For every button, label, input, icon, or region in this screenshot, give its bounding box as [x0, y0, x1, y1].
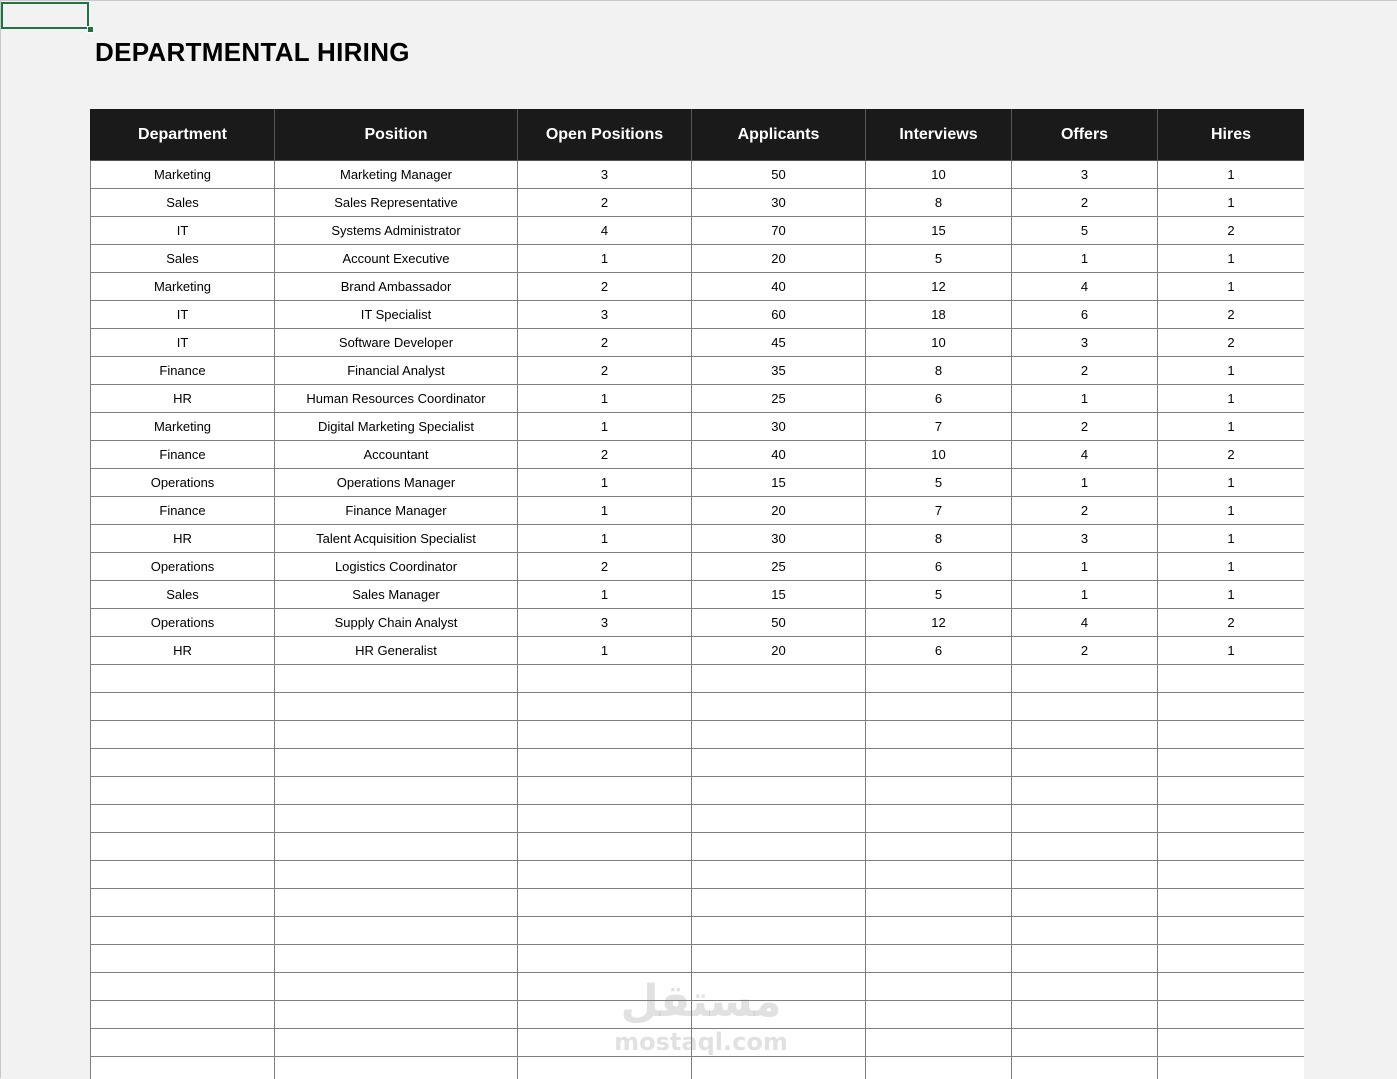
cell-position[interactable]: Marketing Manager — [275, 161, 518, 189]
empty-cell[interactable] — [275, 1001, 518, 1029]
empty-cell[interactable] — [1158, 665, 1305, 693]
table-row — [91, 329, 1305, 357]
cell-hires[interactable]: 1 — [1158, 273, 1305, 301]
table-row — [91, 161, 1305, 189]
empty-cell[interactable] — [1158, 917, 1305, 945]
empty-cell[interactable] — [91, 721, 275, 749]
empty-cell[interactable] — [91, 945, 275, 973]
cell-open-positions[interactable]: 2 — [518, 189, 692, 217]
cell-interviews[interactable]: 12 — [866, 609, 1012, 637]
empty-cell[interactable] — [275, 833, 518, 861]
table-row — [91, 553, 1305, 581]
cell-interviews[interactable]: 18 — [866, 301, 1012, 329]
empty-cell[interactable] — [1158, 833, 1305, 861]
empty-cell[interactable] — [518, 721, 692, 749]
cell-offers[interactable]: 6 — [1012, 301, 1158, 329]
empty-cell[interactable] — [866, 861, 1012, 889]
empty-cell[interactable] — [1158, 777, 1305, 805]
cell-hires[interactable]: 1 — [1158, 385, 1305, 413]
table-row — [91, 217, 1305, 245]
empty-table-row — [91, 833, 1305, 861]
empty-cell[interactable] — [518, 917, 692, 945]
cell-position[interactable]: Supply Chain Analyst — [275, 609, 518, 637]
cell-applicants[interactable]: 20 — [692, 637, 866, 665]
table-row — [91, 413, 1305, 441]
cell-position[interactable]: Sales Manager — [275, 581, 518, 609]
empty-cell[interactable] — [692, 1001, 866, 1029]
cell-department[interactable]: HR — [91, 525, 275, 553]
cell-position[interactable]: Talent Acquisition Specialist — [275, 525, 518, 553]
cell-applicants[interactable]: 20 — [692, 245, 866, 273]
empty-cell[interactable] — [692, 777, 866, 805]
column-header-interviews[interactable]: Interviews — [866, 110, 1012, 161]
cell-hires[interactable]: 1 — [1158, 497, 1305, 525]
empty-cell[interactable] — [518, 749, 692, 777]
cell-department[interactable]: Operations — [91, 609, 275, 637]
empty-cell[interactable] — [518, 693, 692, 721]
empty-cell[interactable] — [275, 749, 518, 777]
empty-table-row — [91, 665, 1305, 693]
cell-applicants[interactable]: 25 — [692, 553, 866, 581]
cell-offers[interactable]: 4 — [1012, 609, 1158, 637]
cell-offers[interactable]: 1 — [1012, 469, 1158, 497]
cell-applicants[interactable]: 50 — [692, 609, 866, 637]
empty-table-row — [91, 1029, 1305, 1057]
empty-cell[interactable] — [275, 721, 518, 749]
empty-cell[interactable] — [91, 973, 275, 1001]
empty-table-row — [91, 973, 1305, 1001]
empty-cell[interactable] — [91, 889, 275, 917]
column-header-department[interactable]: Department — [91, 110, 275, 161]
cell-open-positions[interactable]: 2 — [518, 357, 692, 385]
cell-department[interactable]: IT — [91, 217, 275, 245]
cell-hires[interactable]: 2 — [1158, 217, 1305, 245]
empty-cell[interactable] — [866, 1001, 1012, 1029]
cell-hires[interactable]: 2 — [1158, 301, 1305, 329]
cell-interviews[interactable]: 8 — [866, 189, 1012, 217]
cell-open-positions[interactable]: 1 — [518, 245, 692, 273]
cell-interviews[interactable]: 5 — [866, 245, 1012, 273]
cell-hires[interactable]: 1 — [1158, 469, 1305, 497]
empty-cell[interactable] — [866, 665, 1012, 693]
cell-offers[interactable]: 1 — [1012, 553, 1158, 581]
table-row — [91, 301, 1305, 329]
cell-position[interactable]: Human Resources Coordinator — [275, 385, 518, 413]
empty-cell[interactable] — [1158, 945, 1305, 973]
cell-department[interactable]: Operations — [91, 553, 275, 581]
empty-cell[interactable] — [1158, 805, 1305, 833]
cell-position[interactable]: IT Specialist — [275, 301, 518, 329]
table-row — [91, 273, 1305, 301]
cell-open-positions[interactable]: 1 — [518, 469, 692, 497]
empty-cell[interactable] — [518, 1057, 692, 1079]
cell-offers[interactable]: 2 — [1012, 189, 1158, 217]
cell-applicants[interactable]: 30 — [692, 189, 866, 217]
table-row — [91, 441, 1305, 469]
empty-cell[interactable] — [91, 693, 275, 721]
cell-interviews[interactable]: 5 — [866, 469, 1012, 497]
cell-position[interactable]: Accountant — [275, 441, 518, 469]
cell-position[interactable]: Finance Manager — [275, 497, 518, 525]
empty-cell[interactable] — [866, 973, 1012, 1001]
cell-open-positions[interactable]: 3 — [518, 609, 692, 637]
empty-cell[interactable] — [1012, 917, 1158, 945]
cell-department[interactable]: Sales — [91, 581, 275, 609]
cell-department[interactable]: Marketing — [91, 161, 275, 189]
cell-offers[interactable]: 3 — [1012, 525, 1158, 553]
empty-cell[interactable] — [866, 721, 1012, 749]
empty-cell[interactable] — [275, 693, 518, 721]
empty-cell[interactable] — [692, 833, 866, 861]
empty-cell[interactable] — [1012, 833, 1158, 861]
cell-hires[interactable]: 1 — [1158, 245, 1305, 273]
cell-department[interactable]: Finance — [91, 497, 275, 525]
cell-position[interactable]: Systems Administrator — [275, 217, 518, 245]
empty-cell[interactable] — [1158, 749, 1305, 777]
cell-position[interactable]: Operations Manager — [275, 469, 518, 497]
cell-applicants[interactable]: 15 — [692, 581, 866, 609]
empty-cell[interactable] — [866, 693, 1012, 721]
table-body — [91, 161, 1305, 1079]
empty-cell[interactable] — [518, 665, 692, 693]
empty-cell[interactable] — [1158, 693, 1305, 721]
empty-cell[interactable] — [1012, 1001, 1158, 1029]
empty-cell[interactable] — [692, 973, 866, 1001]
empty-cell[interactable] — [518, 777, 692, 805]
cell-offers[interactable]: 2 — [1012, 497, 1158, 525]
empty-cell[interactable] — [1158, 889, 1305, 917]
cell-applicants[interactable]: 45 — [692, 329, 866, 357]
cell-open-positions[interactable]: 1 — [518, 637, 692, 665]
empty-cell[interactable] — [1012, 1029, 1158, 1057]
cell-hires[interactable]: 2 — [1158, 329, 1305, 357]
cell-open-positions[interactable]: 1 — [518, 497, 692, 525]
cell-hires[interactable]: 1 — [1158, 357, 1305, 385]
empty-cell[interactable] — [1012, 805, 1158, 833]
empty-table-row — [91, 889, 1305, 917]
sheet-title: DEPARTMENTAL HIRING — [95, 37, 410, 68]
empty-cell[interactable] — [866, 833, 1012, 861]
empty-cell[interactable] — [275, 1029, 518, 1057]
cell-open-positions[interactable]: 1 — [518, 413, 692, 441]
cell-offers[interactable]: 2 — [1012, 357, 1158, 385]
empty-cell[interactable] — [692, 917, 866, 945]
empty-cell[interactable] — [275, 1057, 518, 1079]
empty-cell[interactable] — [866, 1057, 1012, 1079]
cell-offers[interactable]: 3 — [1012, 161, 1158, 189]
cell-open-positions[interactable]: 3 — [518, 301, 692, 329]
cell-applicants[interactable]: 15 — [692, 469, 866, 497]
watermark-latin-text: mostaql.com — [611, 1028, 791, 1056]
cell-offers[interactable]: 5 — [1012, 217, 1158, 245]
cell-department[interactable]: Sales — [91, 245, 275, 273]
cell-interviews[interactable]: 6 — [866, 637, 1012, 665]
empty-cell[interactable] — [1012, 777, 1158, 805]
empty-cell[interactable] — [91, 861, 275, 889]
cell-position[interactable]: Digital Marketing Specialist — [275, 413, 518, 441]
empty-cell[interactable] — [866, 889, 1012, 917]
cell-applicants[interactable]: 25 — [692, 385, 866, 413]
cell-offers[interactable]: 2 — [1012, 413, 1158, 441]
watermark-arabic-text: مستقل — [611, 976, 791, 1027]
table-row — [91, 525, 1305, 553]
empty-cell[interactable] — [1012, 861, 1158, 889]
empty-table-row — [91, 1057, 1305, 1079]
cell-applicants[interactable]: 50 — [692, 161, 866, 189]
cell-position[interactable]: Financial Analyst — [275, 357, 518, 385]
table-row — [91, 581, 1305, 609]
cell-applicants[interactable]: 60 — [692, 301, 866, 329]
table-header-row — [91, 110, 1305, 161]
cell-interviews[interactable]: 12 — [866, 273, 1012, 301]
empty-cell[interactable] — [275, 889, 518, 917]
empty-cell[interactable] — [518, 1029, 692, 1057]
cell-interviews[interactable]: 6 — [866, 553, 1012, 581]
empty-cell[interactable] — [1012, 665, 1158, 693]
cell-hires[interactable]: 1 — [1158, 525, 1305, 553]
table-row — [91, 609, 1305, 637]
cell-interviews[interactable]: 6 — [866, 385, 1012, 413]
cell-open-positions[interactable]: 4 — [518, 217, 692, 245]
empty-cell[interactable] — [1012, 749, 1158, 777]
empty-cell[interactable] — [1012, 1057, 1158, 1079]
empty-cell[interactable] — [692, 889, 866, 917]
hiring-table — [90, 109, 1304, 1079]
empty-cell[interactable] — [275, 945, 518, 973]
empty-cell[interactable] — [692, 1029, 866, 1057]
empty-cell[interactable] — [518, 805, 692, 833]
empty-table-row — [91, 917, 1305, 945]
cell-open-positions[interactable]: 2 — [518, 329, 692, 357]
empty-table-row — [91, 777, 1305, 805]
cell-department[interactable]: Finance — [91, 357, 275, 385]
empty-cell[interactable] — [1012, 945, 1158, 973]
column-header-applicants[interactable]: Applicants — [692, 110, 866, 161]
empty-cell[interactable] — [692, 945, 866, 973]
cell-position[interactable]: HR Generalist — [275, 637, 518, 665]
table-row — [91, 469, 1305, 497]
empty-table-row — [91, 693, 1305, 721]
cell-department[interactable]: Marketing — [91, 273, 275, 301]
empty-cell[interactable] — [1158, 973, 1305, 1001]
empty-cell[interactable] — [91, 665, 275, 693]
empty-cell[interactable] — [866, 917, 1012, 945]
cell-applicants[interactable]: 30 — [692, 413, 866, 441]
cell-position[interactable]: Brand Ambassador — [275, 273, 518, 301]
cell-applicants[interactable]: 20 — [692, 497, 866, 525]
empty-cell[interactable] — [518, 889, 692, 917]
cell-hires[interactable]: 2 — [1158, 609, 1305, 637]
empty-cell[interactable] — [1012, 721, 1158, 749]
empty-table-row — [91, 861, 1305, 889]
cell-department[interactable]: Operations — [91, 469, 275, 497]
empty-cell[interactable] — [1012, 693, 1158, 721]
cell-hires[interactable]: 1 — [1158, 189, 1305, 217]
cell-hires[interactable]: 1 — [1158, 413, 1305, 441]
cell-open-positions[interactable]: 2 — [518, 273, 692, 301]
cell-offers[interactable]: 4 — [1012, 441, 1158, 469]
empty-cell[interactable] — [275, 861, 518, 889]
cell-applicants[interactable]: 30 — [692, 525, 866, 553]
empty-cell[interactable] — [518, 945, 692, 973]
empty-cell[interactable] — [91, 1001, 275, 1029]
cell-offers[interactable]: 3 — [1012, 329, 1158, 357]
empty-cell[interactable] — [692, 721, 866, 749]
empty-cell[interactable] — [1158, 1029, 1305, 1057]
empty-table-row — [91, 721, 1305, 749]
cell-interviews[interactable]: 8 — [866, 357, 1012, 385]
column-header-position[interactable]: Position — [275, 110, 518, 161]
empty-cell[interactable] — [91, 805, 275, 833]
cell-offers[interactable]: 1 — [1012, 245, 1158, 273]
empty-cell[interactable] — [518, 973, 692, 1001]
empty-cell[interactable] — [866, 805, 1012, 833]
empty-cell[interactable] — [866, 1029, 1012, 1057]
empty-cell[interactable] — [91, 1057, 275, 1079]
empty-table-row — [91, 1001, 1305, 1029]
empty-cell[interactable] — [275, 665, 518, 693]
empty-cell[interactable] — [1158, 1057, 1305, 1079]
cell-hires[interactable]: 1 — [1158, 161, 1305, 189]
empty-cell[interactable] — [866, 749, 1012, 777]
cell-department[interactable]: IT — [91, 301, 275, 329]
cell-department[interactable]: Marketing — [91, 413, 275, 441]
empty-cell[interactable] — [1158, 861, 1305, 889]
cell-hires[interactable]: 1 — [1158, 637, 1305, 665]
empty-cell[interactable] — [91, 1029, 275, 1057]
empty-cell[interactable] — [91, 777, 275, 805]
cell-interviews[interactable]: 10 — [866, 441, 1012, 469]
cell-interviews[interactable]: 15 — [866, 217, 1012, 245]
cell-department[interactable]: IT — [91, 329, 275, 357]
cell-offers[interactable]: 4 — [1012, 273, 1158, 301]
table-row — [91, 245, 1305, 273]
cell-position[interactable]: Software Developer — [275, 329, 518, 357]
empty-cell[interactable] — [518, 1001, 692, 1029]
empty-cell[interactable] — [1012, 889, 1158, 917]
column-header-hires[interactable]: Hires — [1158, 110, 1305, 161]
cell-department[interactable]: HR — [91, 385, 275, 413]
cell-open-positions[interactable]: 3 — [518, 161, 692, 189]
empty-cell[interactable] — [91, 917, 275, 945]
empty-table-row — [91, 805, 1305, 833]
table-row — [91, 189, 1305, 217]
cell-applicants[interactable]: 35 — [692, 357, 866, 385]
cell-applicants[interactable]: 70 — [692, 217, 866, 245]
empty-cell[interactable] — [91, 833, 275, 861]
cell-hires[interactable]: 1 — [1158, 553, 1305, 581]
cell-offers[interactable]: 2 — [1012, 637, 1158, 665]
cell-position[interactable]: Sales Representative — [275, 189, 518, 217]
cell-hires[interactable]: 2 — [1158, 441, 1305, 469]
empty-cell[interactable] — [1012, 973, 1158, 1001]
cell-position[interactable]: Account Executive — [275, 245, 518, 273]
hiring-table-container — [90, 109, 1304, 1079]
cell-department[interactable]: Sales — [91, 189, 275, 217]
cell-interviews[interactable]: 7 — [866, 413, 1012, 441]
empty-cell[interactable] — [692, 805, 866, 833]
cell-hires[interactable]: 1 — [1158, 581, 1305, 609]
empty-cell[interactable] — [692, 749, 866, 777]
cell-department[interactable]: Finance — [91, 441, 275, 469]
active-cell-selection[interactable] — [1, 2, 89, 29]
cell-offers[interactable]: 1 — [1012, 581, 1158, 609]
table-row — [91, 497, 1305, 525]
cell-interviews[interactable]: 10 — [866, 161, 1012, 189]
cell-offers[interactable]: 1 — [1012, 385, 1158, 413]
cell-open-positions[interactable]: 1 — [518, 581, 692, 609]
empty-cell[interactable] — [1158, 1001, 1305, 1029]
cell-open-positions[interactable]: 1 — [518, 385, 692, 413]
empty-cell[interactable] — [1158, 721, 1305, 749]
cell-applicants[interactable]: 40 — [692, 441, 866, 469]
table-row — [91, 637, 1305, 665]
cell-open-positions[interactable]: 2 — [518, 553, 692, 581]
column-header-offers[interactable]: Offers — [1012, 110, 1158, 161]
cell-position[interactable]: Logistics Coordinator — [275, 553, 518, 581]
column-header-open-positions[interactable]: Open Positions — [518, 110, 692, 161]
cell-open-positions[interactable]: 2 — [518, 441, 692, 469]
fill-handle[interactable] — [87, 26, 94, 33]
empty-cell[interactable] — [275, 973, 518, 1001]
cell-department[interactable]: HR — [91, 637, 275, 665]
empty-cell[interactable] — [692, 693, 866, 721]
empty-cell[interactable] — [275, 777, 518, 805]
empty-cell[interactable] — [692, 665, 866, 693]
empty-cell[interactable] — [692, 861, 866, 889]
cell-interviews[interactable]: 7 — [866, 497, 1012, 525]
table-row — [91, 385, 1305, 413]
empty-cell[interactable] — [866, 945, 1012, 973]
empty-cell[interactable] — [91, 749, 275, 777]
table-row — [91, 357, 1305, 385]
empty-cell[interactable] — [866, 777, 1012, 805]
empty-cell[interactable] — [275, 805, 518, 833]
cell-interviews[interactable]: 5 — [866, 581, 1012, 609]
empty-cell[interactable] — [275, 917, 518, 945]
empty-cell[interactable] — [518, 861, 692, 889]
empty-table-row — [91, 945, 1305, 973]
cell-open-positions[interactable]: 1 — [518, 525, 692, 553]
cell-interviews[interactable]: 10 — [866, 329, 1012, 357]
empty-table-row — [91, 749, 1305, 777]
cell-interviews[interactable]: 8 — [866, 525, 1012, 553]
empty-cell[interactable] — [518, 833, 692, 861]
empty-cell[interactable] — [692, 1057, 866, 1079]
cell-applicants[interactable]: 40 — [692, 273, 866, 301]
